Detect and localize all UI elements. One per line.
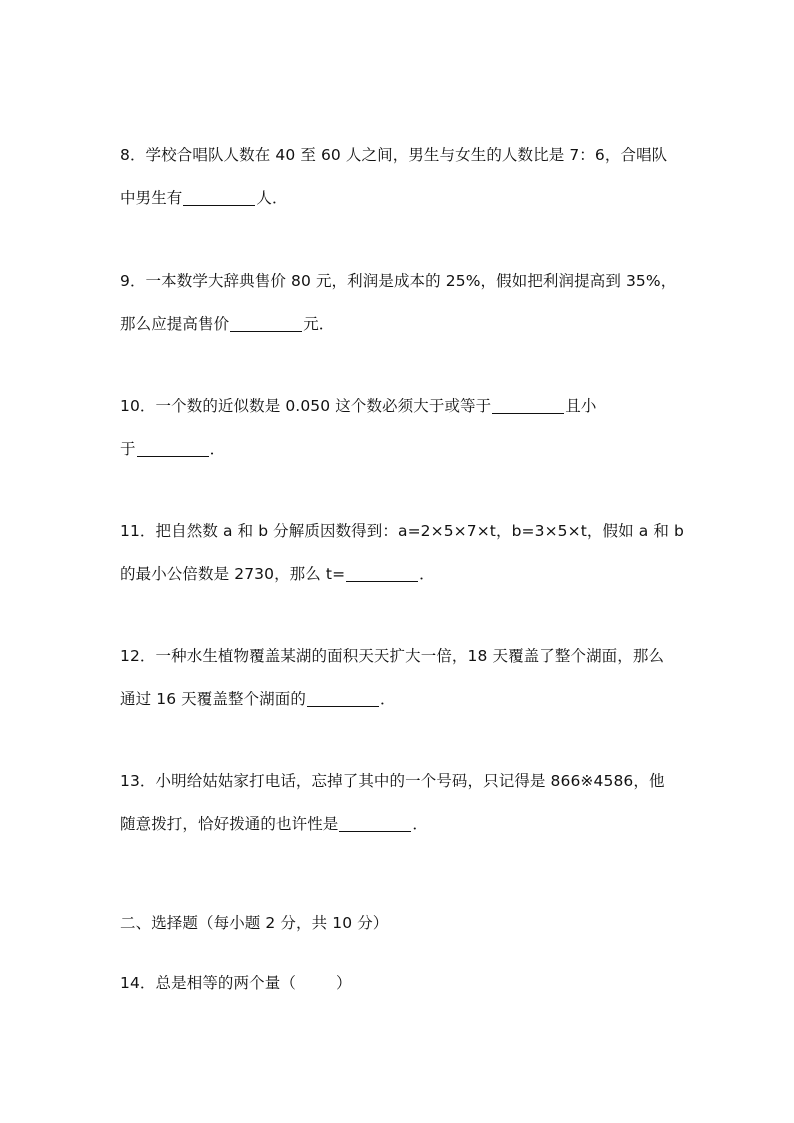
section-title: 二、选择题（每小题 2 分，共 10 分） — [120, 914, 389, 932]
q12-line2 — [120, 688, 396, 710]
q14-text-b: ） — [335, 974, 352, 992]
q13-text-b: ． — [412, 815, 429, 833]
q11-text-a: 的最小公倍数是 2730，那么 t= — [120, 565, 346, 583]
q8-text-a: 中男生有 — [120, 189, 183, 207]
q13-line1: 13．小明给姑姑家打电话，忘掉了其中的一个号码，只记得是 866※4586，他 — [120, 772, 665, 790]
q11-line2 — [120, 563, 435, 585]
q8-text-b: 人． — [256, 189, 288, 207]
q9-answer-blank[interactable] — [230, 313, 302, 332]
q14-line — [120, 972, 352, 994]
q9-text-b: 元． — [303, 315, 335, 333]
q12-answer-blank[interactable] — [307, 688, 379, 707]
q9-text-a: 那么应提高售价 — [120, 315, 230, 333]
q9-line2 — [120, 313, 334, 335]
q10-text-d: ． — [209, 440, 226, 458]
q10-text-c: 于 — [120, 440, 136, 458]
q11-line1: 11．把自然数 a 和 b 分解质因数得到：a=2×5×7×t，b=3×5×t，假如 a 和 b — [120, 522, 684, 540]
q11-text-b: ． — [419, 565, 435, 583]
q14-text-a: 14．总是相等的两个量（ — [120, 974, 296, 992]
q12-text-a: 通过 16 天覆盖整个湖面的 — [120, 690, 306, 708]
q9-line1: 9．一本数学大辞典售价 80 元，利润是成本的 25%，假如把利润提高到 35%， — [120, 272, 677, 290]
q10-line1 — [120, 395, 596, 417]
q13-answer-blank[interactable] — [339, 813, 411, 832]
q10-text-b: 且小 — [565, 397, 597, 415]
q10-text-a: 10．一个数的近似数是 0.050 这个数必须大于或等于 — [120, 397, 492, 415]
q10-answer-blank-1[interactable] — [492, 395, 564, 414]
q12-line1: 12．一种水生植物覆盖某湖的面积天天扩大一倍，18 天覆盖了整个湖面，那么 — [120, 647, 665, 665]
q10-answer-blank-2[interactable] — [137, 438, 209, 457]
q12-text-b: ． — [379, 690, 396, 708]
q11-answer-blank[interactable] — [346, 563, 418, 582]
q13-line2 — [120, 813, 428, 835]
q10-line2 — [120, 438, 225, 460]
q8-line1: 8．学校合唱队人数在 40 至 60 人之间，男生与女生的人数比是 7：6，合唱队 — [120, 146, 668, 164]
q8-answer-blank[interactable] — [183, 187, 255, 206]
q8-line2 — [120, 187, 288, 209]
q13-text-a: 随意拨打，恰好拨通的也许性是 — [120, 815, 339, 833]
